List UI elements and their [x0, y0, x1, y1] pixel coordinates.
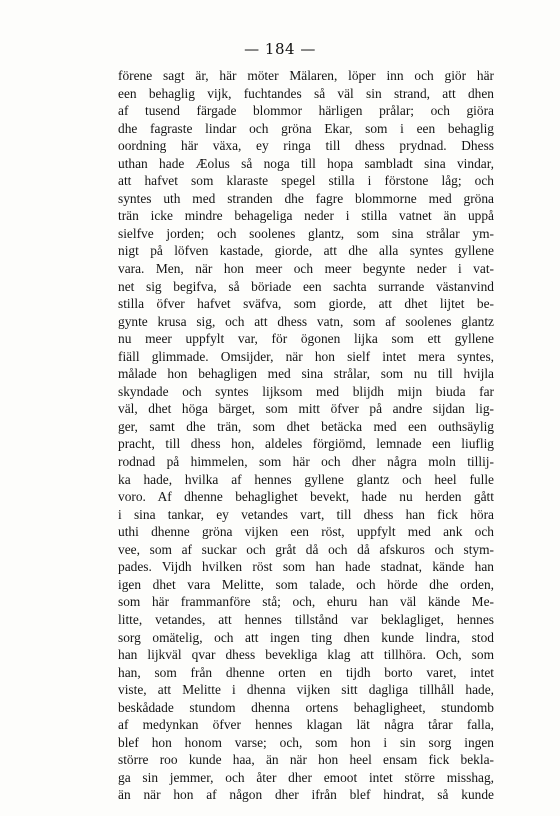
text-line: han, som från dhenne orten en tijdh borto varet, intet: [118, 664, 494, 680]
text-line: pracht, till dhess hon, aldeles förgiömd, lemnade een liuflig: [118, 436, 494, 452]
text-line: syntes uth med stranden dhe fagre blommorne med gröna: [118, 190, 494, 206]
text-line: blef hon honom varse; och, som hon i sin sorg ingen: [118, 734, 494, 750]
text-line: än när hon af någon dher ifrån blef hindrat, så kunde: [118, 787, 494, 803]
text-line: nigt på löfven kastade, giorde, att dhe alla syntes gyllene: [118, 243, 494, 259]
text-line: voro. Af dhenne behaglighet bevekt, hade nu herden gått: [118, 489, 494, 505]
text-line: väl, dhet höga bärget, som mitt öfver på andre sijdan lig-: [118, 401, 494, 417]
text-line: målade hon behagligen med sina strålar, som nu till hvijla: [118, 366, 494, 382]
text-line: af tusend färgade blommor härligen prålar; och giöra: [118, 103, 494, 119]
text-line: gynte krusa sig, och att dhess vatn, som af soolenes glantz: [118, 313, 494, 329]
text-line: ga sin jemmer, och åter dher emoot intet större misshag,: [118, 769, 494, 785]
text-line: een behaglig vijk, fuchtandes så väl sin strand, att dhen: [118, 85, 494, 101]
text-line: uthi dhenne gröna vijken een röst, uppfylt med ank och: [118, 524, 494, 540]
text-line: som här frammanföre stå; och, ehuru han väl kände Me-: [118, 594, 494, 610]
text-line: sielfve jorden; och soolenes glantz, som sina strålar ym-: [118, 225, 494, 241]
text-line: stilla öfver hafvet sväfva, som giorde, att dhet lijtet be-: [118, 296, 494, 312]
text-line: ka hade, hvilka af hennes gyllene glantz och heel fulle: [118, 471, 494, 487]
body-text: [118, 67, 494, 804]
text-line: net sig begifva, så böriade een sachta surrande västanvind: [118, 278, 494, 294]
text-line: igen dhet vara Melitte, som talade, och hörde dhe orden,: [118, 576, 494, 592]
text-line: ger, samt dhe trän, som dhet betäcka med een outhsäylig: [118, 418, 494, 434]
text-line: nu meer uppfylt var, för ögonen lijka som ett gyllene: [118, 331, 494, 347]
text-line: fiäll glimmade. Omsijder, när hon sielf intet mera syntes,: [118, 348, 494, 364]
text-line: han lijkväl qvar dhess bevekliga klag att tillhöra. Och, som: [118, 647, 494, 663]
text-line: oordning här växa, ey ringa till dhess prydnad. Dhess: [118, 138, 494, 154]
text-line: sorg omätelig, och att ingen ting dhen kunde lindra, stod: [118, 629, 494, 645]
text-line: uthan hade Æolus så noga till hopa sambladt sina vindar,: [118, 155, 494, 171]
page-number: — 184 —: [244, 40, 316, 58]
text-line: viste, att Melitte i dhenna vijken sitt dagliga tillhåll hade,: [118, 682, 494, 698]
text-line: vara. Men, när hon meer och meer begynte neder i vat-: [118, 261, 494, 277]
text-line: pades. Vijdh hvilken röst som han hade stadnat, kände han: [118, 559, 494, 575]
text-line: litte, vetandes, att hennes tillstånd var beklagliget, hennes: [118, 611, 494, 627]
text-line: förene sagt är, här möter Mälaren, löper inn och giör här: [118, 68, 494, 83]
text-line: af medynkan öfver hennes klagan lät några tårar falla,: [118, 717, 494, 733]
text-line: större roo kunde haa, än när hon heel ensam fick bekla-: [118, 752, 494, 768]
text-line: rodnad på himmelen, som här och dher några moln tillij-: [118, 454, 494, 470]
text-line: i sina tankar, ey vetandes vart, till dhess han fick höra: [118, 506, 494, 522]
text-line: skyndade och syntes lijksom med blijdh mijn biuda far: [118, 383, 494, 399]
text-line: att hafvet som klaraste spegel stilla i förstone låg; och: [118, 173, 494, 189]
text-line: dhe fagraste lindar och gröna Ekar, som i een behaglig: [118, 120, 494, 136]
text-line: trän icke mindre behageliga neder i stilla vatnet än uppå: [118, 208, 494, 224]
text-line: vee, som af suckar och gråt då och då afskuros och stym-: [118, 541, 494, 557]
text-line: beskådade stundom dhenna ortens behagligheet, stundomb: [118, 699, 494, 715]
